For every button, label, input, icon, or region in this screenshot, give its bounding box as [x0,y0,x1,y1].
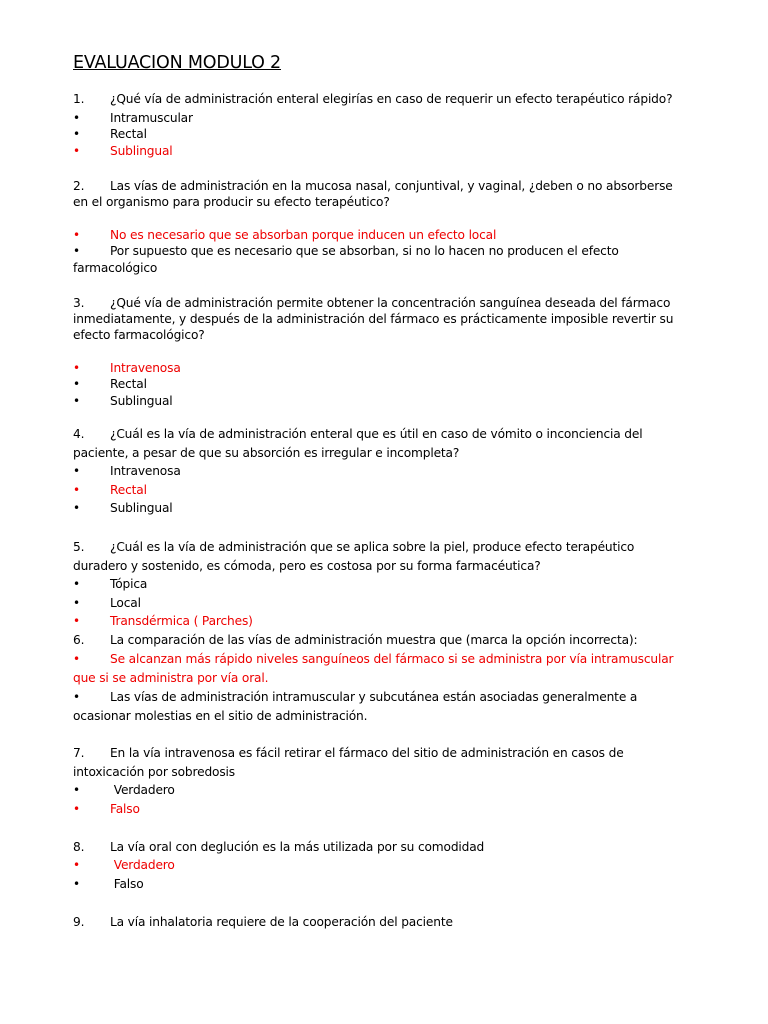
bullet-icon: • [73,614,80,628]
bullet-icon: • [73,802,80,816]
bullet-icon: • [73,690,80,704]
question-text: ¿Qué vía de administración permite obtener la concentración sanguínea deseada del fármaco [110,296,671,310]
question-number: 3. [73,296,85,310]
option-q2-b-continued: farmacológico [73,261,158,275]
question-number: 2. [73,179,85,193]
question-3-continued: efecto farmacológico? [73,328,205,342]
question-text: ¿Cuál es la vía de administración que se aplica sobre la piel, produce efecto terapéutico [110,540,635,554]
question-5-continued: duradero y sostenido, es cómoda, pero es costosa por su forma farmacéutica? [73,559,541,573]
question-number: 6. [73,633,85,647]
question-4-continued: paciente, a pesar de que su absorción es irregular e incompleta? [73,446,460,460]
bullet-icon: • [73,501,80,515]
bullet-icon: • [73,361,80,375]
bullet-icon: • [73,244,80,258]
question-2-continued: en el organismo para producir su efecto terapéutico? [73,195,390,209]
option-q6-b-continued: ocasionar molestias en el sitio de administración. [73,709,368,723]
document-page: EVALUACION MODULO 2 1. ¿Qué vía de administración enteral elegirías en caso de requerir un efecto terapéutico rápido? • Intramuscular • Rectal • Sublingual 2. Las vías de administración en la mucosa nasal, conjuntival, y vaginal, ¿deben o no absorberse en el organismo para producir su efecto terapéutico? • No es necesario que se absorban porque inducen un efecto local • Por supuesto que es necesario que se absorban, si no lo hacen no producen el efecto farmacológico 3. ¿Qué vía de administración permite obtener la concentración sanguínea deseada del fármaco inmediatamente, y después de la administración del fármaco es prácticamente imposible revertir su efecto farmacológico? • Intravenosa • Rectal • Sublingual 4. ¿Cuál es la vía de administración enteral que es útil en caso de vómito o inconciencia del paciente, a pesar de que su absorción es irregular e incompleta? • Intravenosa • Rectal • Sublingual 5. ¿Cuál es la vía de administración que se aplica sobre la piel, produce efecto terapéutico duradero y sostenido, es cómoda, pero es costosa por su forma farmacéutica? • Tópica • Local • Transdérmica ( Parches) 6. La comparación de las vías de administración muestra que (marca la opción incorrecta): • Se alcanzan más rápido niveles sanguíneos del fármaco si se administra por vía intramuscular que si se administra por vía oral. • Las vías de administración intramuscular y subcutánea están asociadas generalmente a ocasionar molestias en el sitio de administración. 7. En la vía intravenosa es fácil retirar el fármaco del sitio de administración en casos de intoxicación por sobredosis • Verdadero • Falso 8. La vía oral con deglución es la más utilizada por su comodidad • Verdadero • Falso 9. La vía inhalatoria requiere de la cooperación del paciente [73,53,674,929]
question-text: La vía inhalatoria requiere de la cooperación del paciente [110,915,453,929]
question-number: 7. [73,746,85,760]
option-q6-a-continued: que si se administra por vía oral. [73,671,269,685]
bullet-icon: • [73,377,80,391]
bullet-icon: • [73,483,80,497]
bullet-icon: • [73,577,80,591]
question-7-continued: intoxicación por sobredosis [73,765,235,779]
bullet-icon: • [73,877,80,891]
bullet-icon: • [73,652,80,666]
question-number: 1. [73,92,85,106]
question-number: 5. [73,540,85,554]
question-text: En la vía intravenosa es fácil retirar el fármaco del sitio de administración en casos de [110,746,624,760]
bullet-icon: • [73,394,80,408]
bullet-icon: • [73,127,80,141]
question-text: La comparación de las vías de administración muestra que (marca la opción incorrecta): [110,633,638,647]
question-3-continued: inmediatamente, y después de la administración del fármaco es prácticamente imposible revertir su [73,312,674,326]
bullet-icon: • [73,858,80,872]
bullet-icon: • [73,783,80,797]
bullet-icon: • [73,111,80,125]
question-text: La vía oral con deglución es la más utilizada por su comodidad [110,840,485,854]
question-text: ¿Qué vía de administración enteral elegirías en caso de requerir un efecto terapéutico rápido? [110,92,673,106]
question-text: Las vías de administración en la mucosa nasal, conjuntival, y vaginal, ¿deben o no absorberse [110,179,673,193]
bullet-icon: • [73,228,80,242]
bullet-icon: • [73,144,80,158]
question-number: 8. [73,840,85,854]
bullet-icon: • [73,464,80,478]
document-title: EVALUACION MODULO 2 [73,53,281,73]
bullet-icon: • [73,596,80,610]
question-text: ¿Cuál es la vía de administración enteral que es útil en caso de vómito o inconciencia del [110,427,643,441]
question-number: 4. [73,427,85,441]
question-number: 9. [73,915,85,929]
